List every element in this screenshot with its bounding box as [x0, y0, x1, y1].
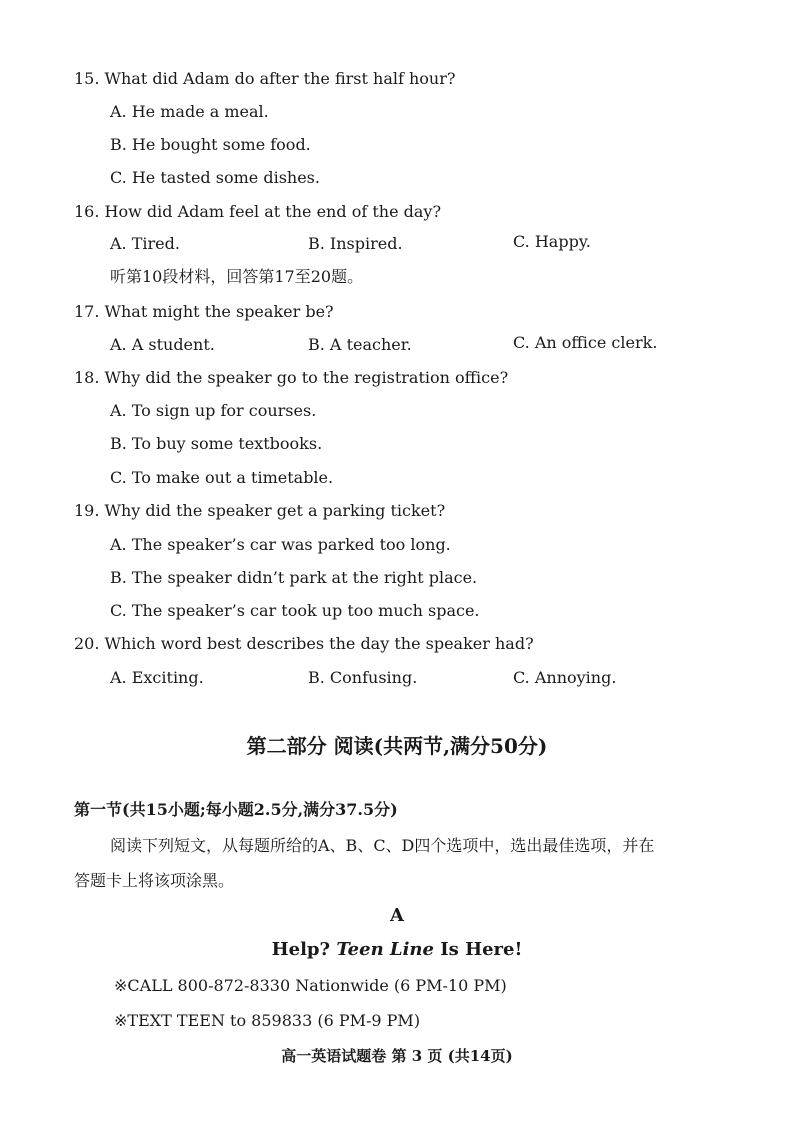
question-20-option-a: A. Exciting. — [110, 668, 204, 687]
listening-instruction: 听第10段材料，回答第17至20题。 — [110, 267, 364, 286]
question-16-option-c: C. Happy. — [513, 232, 591, 251]
question-20-stem: 20. Which word best describes the day the speaker had? — [74, 634, 534, 653]
question-18-option-a: A. To sign up for courses. — [110, 401, 317, 420]
question-19-option-a: A. The speaker’s car was parked too long. — [110, 535, 451, 554]
question-18-option-b: B. To buy some textbooks. — [110, 434, 323, 453]
question-19-option-c: C. The speaker’s car took up too much space. — [110, 601, 480, 620]
passage-title-help: Help? — [271, 939, 331, 960]
question-17-option-a: A. A student. — [110, 335, 215, 354]
question-17-option-b: B. A teacher. — [308, 335, 412, 354]
question-18-stem: 18. Why did the speaker go to the registration office? — [74, 368, 509, 387]
part-two-title: 第二部分 阅读(共两节,满分50分) — [246, 734, 548, 758]
question-15-option-b: B. He bought some food. — [110, 135, 311, 154]
question-18-option-c: C. To make out a timetable. — [110, 468, 334, 487]
question-16-option-a: A. Tired. — [110, 234, 180, 253]
passage-title — [0, 940, 794, 960]
question-17-option-c: C. An office clerk. — [513, 333, 658, 352]
question-17-stem: 17. What might the speaker be? — [74, 302, 334, 321]
question-16-stem: 16. How did Adam feel at the end of the day? — [74, 202, 442, 221]
question-16-option-b: B. Inspired. — [308, 234, 403, 253]
question-19-option-b: B. The speaker didn’t park at the right place. — [110, 568, 478, 587]
section-one-heading: 第一节(共15小题;每小题2.5分,满分37.5分) — [74, 800, 398, 819]
passage-text-line: ※TEXT TEEN to 859833 (6 PM-9 PM) — [114, 1011, 421, 1030]
passage-title-is-here: Is Here! — [440, 939, 523, 960]
reading-instruction-line-2: 答题卡上将该项涂黑。 — [74, 871, 235, 890]
question-15-stem: 15. What did Adam do after the first half hour? — [74, 69, 456, 88]
question-15-option-a: A. He made a meal. — [110, 102, 269, 121]
question-20-option-c: C. Annoying. — [513, 668, 617, 687]
question-20-option-b: B. Confusing. — [308, 668, 418, 687]
question-15-option-c: C. He tasted some dishes. — [110, 168, 320, 187]
page-footer: 高一英语试题卷 第 3 页 (共14页) — [281, 1047, 513, 1065]
passage-title-teen-line: Teen Line — [336, 939, 434, 960]
passage-letter: A — [390, 905, 404, 926]
reading-instruction-line-1: 阅读下列短文，从每题所给的A、B、C、D四个选项中，选出最佳选项，并在 — [110, 836, 655, 855]
question-19-stem: 19. Why did the speaker get a parking ticket? — [74, 501, 446, 520]
passage-call-line: ※CALL 800-872-8330 Nationwide (6 PM-10 PM) — [114, 976, 507, 995]
